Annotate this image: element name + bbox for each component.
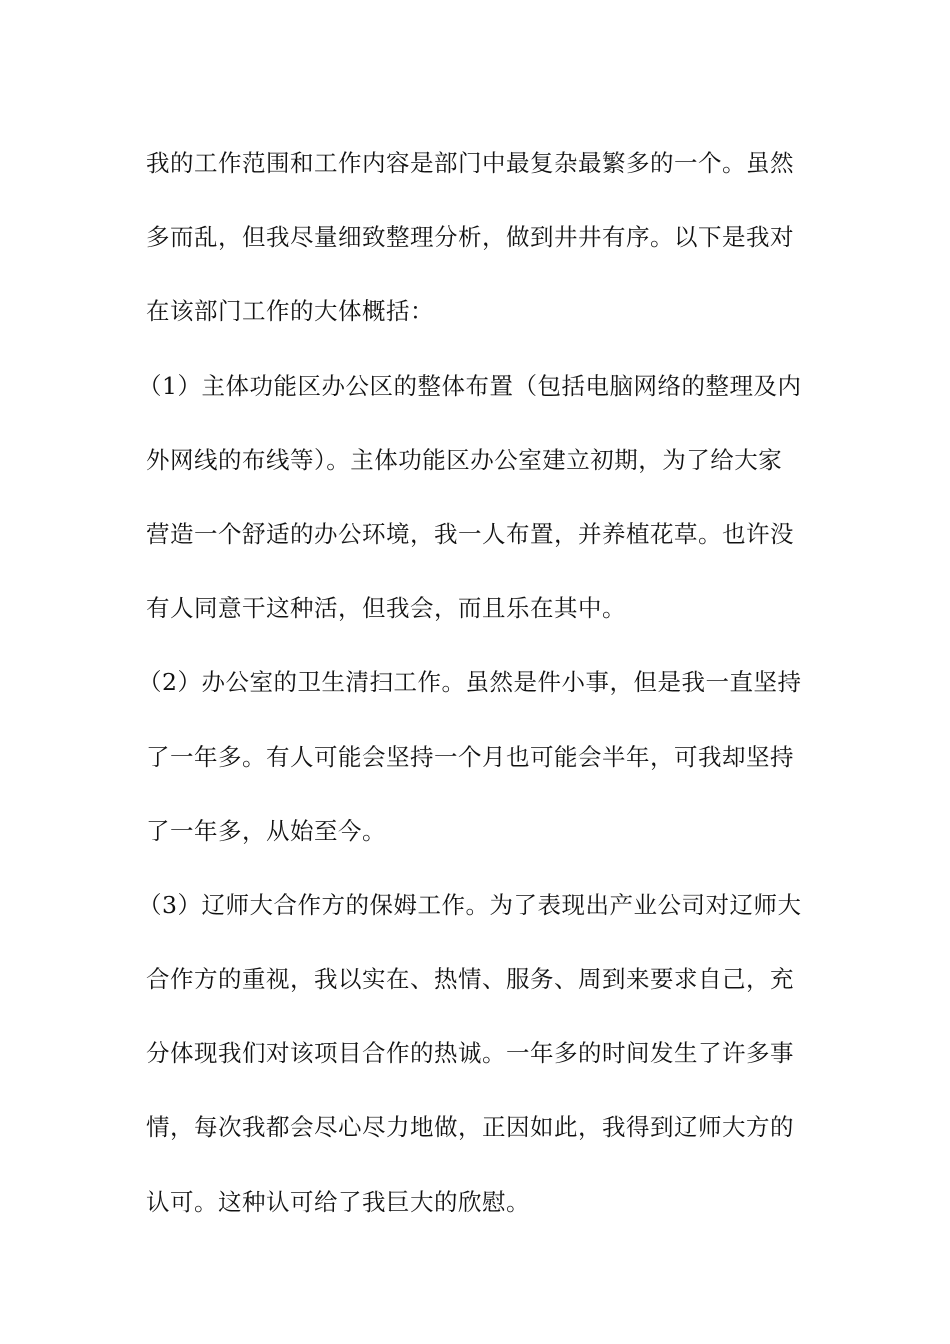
text-line-3: 在该部门工作的大体概括：: [146, 297, 434, 326]
text-line-14: 情，每次我都会尽心尽力地做，正因如此，我得到辽师大方的: [146, 1113, 794, 1142]
body-text: [138, 126, 808, 1239]
text-line-6: 营造一个舒适的办公环境，我一人布置，并养植花草。也许没: [146, 519, 794, 548]
text-line-4: （1）主体功能区办公区的整体布置（包括电脑网络的整理及内: [138, 371, 802, 400]
text-line-1: 我的工作范围和工作内容是部门中最复杂最繁多的一个。虽然: [146, 149, 794, 177]
text-line-7: 有人同意干这种活，但我会，而且乐在其中。: [146, 594, 626, 623]
text-line-11: （3）辽师大合作方的保姆工作。为了表现出产业公司对辽师大: [138, 890, 802, 919]
text-line-13: 分体现我们对该项目合作的热诚。一年多的时间发生了许多事: [146, 1039, 794, 1068]
text-line-15: 认可。这种认可给了我巨大的欣慰。: [146, 1187, 530, 1216]
text-line-2: 多而乱，但我尽量细致整理分析，做到井井有序。以下是我对: [146, 223, 794, 252]
text-line-9: 了一年多。有人可能会坚持一个月也可能会半年，可我却坚持: [146, 742, 794, 771]
text-line-5: 外网线的布线等）。主体功能区办公室建立初期，为了给大家: [146, 445, 783, 474]
text-line-8: （2）办公室的卫生清扫工作。虽然是件小事，但是我一直坚持: [138, 668, 802, 697]
text-line-12: 合作方的重视，我以实在、热情、服务、周到来要求自己，充: [146, 965, 794, 994]
text-line-10: 了一年多，从始至今。: [146, 816, 386, 845]
